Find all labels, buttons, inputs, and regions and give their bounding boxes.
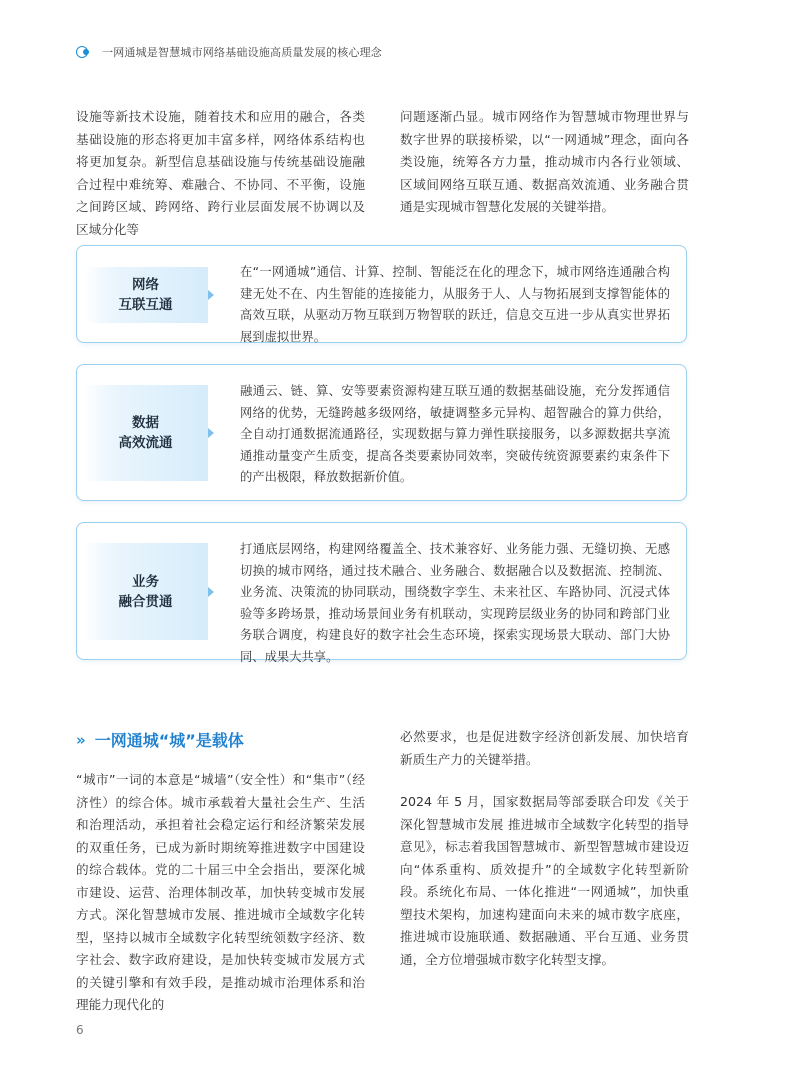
section-title: 一网通城“城”是载体 xyxy=(94,731,244,750)
arrow-right-icon xyxy=(208,428,214,438)
card-label xyxy=(83,267,208,323)
card-label-line1: 数据 xyxy=(132,415,159,431)
running-header xyxy=(76,44,382,60)
header-logo-icon xyxy=(76,46,96,58)
card-network-interconnect xyxy=(76,245,687,343)
double-chevron-icon: » xyxy=(76,730,83,749)
card-data-flow xyxy=(76,364,687,501)
intro-right-column xyxy=(400,106,689,219)
body-left-column xyxy=(76,769,365,1017)
card-business-integration xyxy=(76,522,687,664)
body-right-paragraph-1: 必然要求，也是促进数字经济创新发展、加快培育新质生产力的关键举措。 xyxy=(400,729,689,767)
page-number: 6 xyxy=(76,1023,84,1037)
section-heading xyxy=(76,728,244,751)
arrow-right-icon xyxy=(208,290,214,300)
card-label-line1: 网络 xyxy=(132,277,159,293)
body-right-column xyxy=(400,726,689,971)
card-label xyxy=(83,385,208,481)
arrow-right-icon xyxy=(208,587,214,597)
header-title: 一网通城是智慧城市网络基础设施高质量发展的核心理念 xyxy=(102,46,382,59)
card-text: 打通底层网络，构建网络覆盖全、技术兼容好、业务能力强、无缝切换、无感切换的城市网络，通过技术融合、业务融合、数据融合以及数据流、控制流、业务流、决策流的协同联动，围绕数字孪生、未来社区、车路协同、沉浸式体验等多跨场景，推动场景间业务有机联动，实现跨层级业务的协同和跨部门业务联合调度，构建良好的数字社会生态环境，探索实现场景大联动、部门大协同、成果大共享。 xyxy=(240,542,670,664)
card-text: 在“一网通城”通信、计算、控制、智能泛在化的理念下，城市网络连通融合构建无处不在、内生智能的连接能力，从服务于人、人与物拓展到支撑智能体的高效互联，从驱动万物互联到万物智联的跃迁，信息交互进一步从真实世界拓展到虚拟世界。 xyxy=(240,265,670,344)
intro-left-text: 设施等新技术设施，随着技术和应用的融合，各类基础设施的形态将更加丰富多样，网络体系结构也将更加复杂。新型信息基础设施与传统基础设施融合过程中难统筹、难融合、不协同、不平衡，设施之间跨区域、跨网络、跨行业层面发展不协调以及区域分化等 xyxy=(76,109,365,237)
card-label-line2: 互联互通 xyxy=(118,297,173,313)
intro-right-text: 问题逐渐凸显。城市网络作为智慧城市物理世界与数字世界的联接桥梁，以“一网通城”理念，面向各类设施，统筹各方力量，推动城市内各行业领域、区域间网络互联互通、数据高效流通、业务融合贯通是实现城市智慧化发展的关键举措。 xyxy=(400,109,689,214)
card-label-line2: 高效流通 xyxy=(118,435,173,451)
card-label-line1: 业务 xyxy=(132,573,159,590)
card-text: 融通云、链、算、安等要素资源构建互联互通的数据基础设施，充分发挥通信网络的优势，无缝跨越多级网络，敏捷调整多元异构、超智融合的算力供给，全自动打通数据流通路径，实现数据与算力弹性联接服务，以多源数据共享流通推动量变产生质变，提高各类要素协同效率，突破传统资源要素约束条件下的产出极限，释放数据新价值。 xyxy=(240,384,670,485)
card-label xyxy=(83,543,208,640)
intro-left-column xyxy=(76,106,365,241)
body-left-text: “城市”一词的本意是“城墙”（安全性）和“集市”（经济性）的综合体。城市承载着大量社会生产、生活和治理活动，承担着社会稳定运行和经济繁荣发展的双重任务，已成为新时期统筹推进数字中国建设的综合载体。党的二十届三中全会指出，要深化城市建设、运营、治理体制改革，加快转变城市发展方式。深化智慧城市发展、推进城市全域数字化转型，坚持以城市全域数字化转型统领数字经济、数字社会、数字政府建设，是加快转变城市发展方式的关键引擎和有效手段，是推动城市治理体系和治理能力现代化的 xyxy=(76,772,365,1012)
body-right-paragraph-2: 2024 年 5 月，国家数据局等部委联合印发《关于深化智慧城市发展 推进城市全域数字化转型的指导意见》，标志着我国智慧城市、新型智慧城市建设迈向“体系重构、质效提升”的全域数字化转型新阶段。系统化布局、一体化推进“一网通城”，加快重塑技术架构，加速构建面向未来的城市数字底座，推进城市设施联通、数据融通、平台互通、业务贯通，全方位增强城市数字化转型支撑。 xyxy=(400,794,689,967)
card-label-line2: 融合贯通 xyxy=(118,593,173,610)
